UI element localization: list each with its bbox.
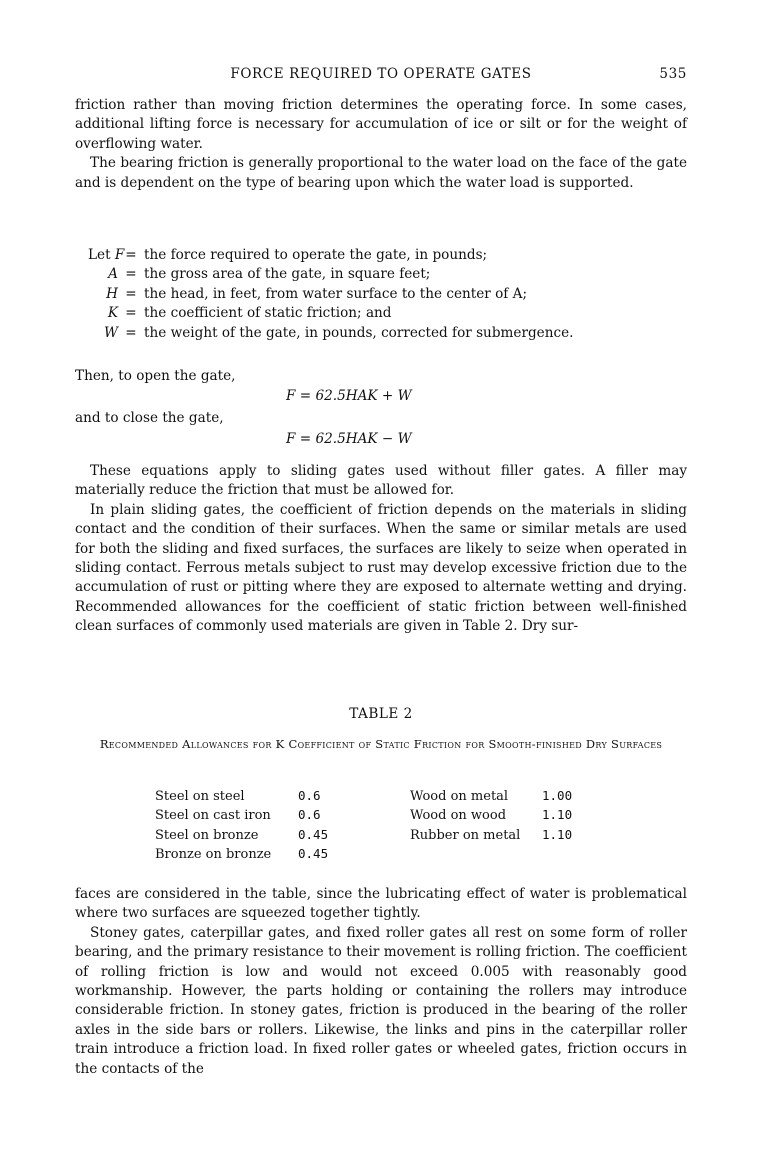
material-pair: Steel on bronze bbox=[155, 827, 259, 843]
friction-table bbox=[155, 786, 602, 864]
equals-sign: = bbox=[125, 305, 137, 322]
equals-sign: = bbox=[125, 247, 137, 263]
material-pair: Steel on cast iron bbox=[155, 808, 271, 824]
variable-symbol: A bbox=[108, 266, 118, 283]
variable-definition: the gross area of the gate, in square feet; bbox=[144, 266, 431, 283]
open-gate-equation: F = 62.5HAK + W bbox=[286, 388, 412, 404]
coefficient-value: 0.45 bbox=[298, 826, 329, 842]
variable-row bbox=[88, 324, 573, 343]
close-gate-label: and to close the gate, bbox=[75, 410, 224, 426]
material-pair: Rubber on metal bbox=[410, 827, 521, 843]
close-gate-equation: F = 62.5HAK − W bbox=[286, 431, 412, 447]
variable-row bbox=[88, 265, 573, 284]
equals-sign: = bbox=[125, 324, 137, 341]
let-word: Let bbox=[88, 247, 111, 263]
variable-definition: the head, in feet, from water surface to the center of A; bbox=[144, 285, 528, 302]
coefficient-value: 0.6 bbox=[298, 788, 321, 803]
variable-row bbox=[88, 285, 573, 304]
variable-definition: the force required to operate the gate, in pounds; bbox=[144, 247, 488, 263]
material-pair: Bronze on bronze bbox=[155, 847, 272, 863]
variable-definition: the coefficient of static friction; and bbox=[144, 305, 392, 322]
running-title: FORCE REQUIRED TO OPERATE GATES bbox=[230, 66, 532, 82]
table-row bbox=[155, 825, 602, 844]
page-header bbox=[75, 66, 687, 84]
middle-text bbox=[75, 462, 687, 637]
table-row bbox=[155, 844, 602, 863]
coefficient-value: 1.00 bbox=[542, 788, 573, 803]
closing-text bbox=[75, 885, 687, 1079]
equals-sign: = bbox=[125, 266, 137, 283]
page-number: 535 bbox=[659, 66, 687, 82]
intro-text bbox=[75, 96, 687, 193]
material-pair: Wood on wood bbox=[410, 808, 507, 824]
open-gate-label: Then, to open the gate, bbox=[75, 368, 236, 384]
material-pair: Steel on steel bbox=[155, 789, 245, 804]
paragraph: The bearing friction is generally proportional to the water load on the face of the gate and is dependent on the type of bearing upon which the water load is supported. bbox=[75, 155, 687, 191]
variable-definitions bbox=[88, 246, 573, 343]
variable-row bbox=[88, 246, 573, 265]
variable-symbol: F bbox=[114, 247, 125, 263]
coefficient-value: 0.45 bbox=[298, 846, 329, 862]
variable-symbol: H bbox=[106, 285, 118, 302]
variable-symbol: K bbox=[107, 305, 118, 322]
paragraph: These equations apply to sliding gates used without filler gates. A filler may materially reduce the friction that must be allowed for. bbox=[75, 463, 687, 499]
coefficient-value: 1.10 bbox=[542, 826, 573, 842]
paragraph: faces are considered in the table, since the lubricating effect of water is problematical where two surfaces are squeezed together tightly. bbox=[75, 886, 687, 922]
table-row bbox=[155, 786, 602, 805]
variable-definition: the weight of the gate, in pounds, corrected for submergence. bbox=[144, 324, 574, 341]
coefficient-value: 1.10 bbox=[542, 807, 573, 823]
variable-symbol: W bbox=[104, 324, 118, 341]
material-pair: Wood on metal bbox=[410, 789, 509, 804]
table-row bbox=[155, 805, 602, 824]
table-title: TABLE 2 bbox=[349, 706, 413, 722]
variable-row bbox=[88, 304, 573, 323]
paragraph: Stoney gates, caterpillar gates, and fixed roller gates all rest on some form of roller bearing, and the primary resistance to their movement is rolling friction. The coefficient of rolling friction is low and would not exceed 0.005 with reasonably good workmanship. However, the parts holding or containing the rollers may introduce considerable friction. In stoney gates, friction is produced in the bearing of the roller axles in the side bars or rollers. Likewise, the links and pins in the caterpillar roller train introduce a friction load. In fixed roller gates or wheeled gates, friction occurs in the contacts of the bbox=[75, 924, 687, 1077]
table-caption: Recommended Allowances for K Coefficient of Static Friction for Smooth-finished Dry Surfaces bbox=[99, 737, 663, 751]
coefficient-value: 0.6 bbox=[298, 807, 321, 823]
paragraph: In plain sliding gates, the coefficient of friction depends on the materials in sliding contact and the condition of their surfaces. When the same or similar metals are used for both the sliding and fixed surfaces, the surfaces are likely to seize when operated in sliding contact. Ferrous metals subject to rust may develop excessive friction due to the accumulation of rust or pitting where they are exposed to alternate wetting and drying. Recommended allowances for the coefficient of static friction between well-finished clean surfaces of commonly used materials are given in Table 2. Dry sur- bbox=[75, 501, 687, 635]
equals-sign: = bbox=[125, 285, 137, 302]
paragraph: friction rather than moving friction determines the operating force. In some cases, additional lifting force is necessary for accumulation of ice or silt or for the weight of overflowing water. bbox=[75, 97, 687, 152]
